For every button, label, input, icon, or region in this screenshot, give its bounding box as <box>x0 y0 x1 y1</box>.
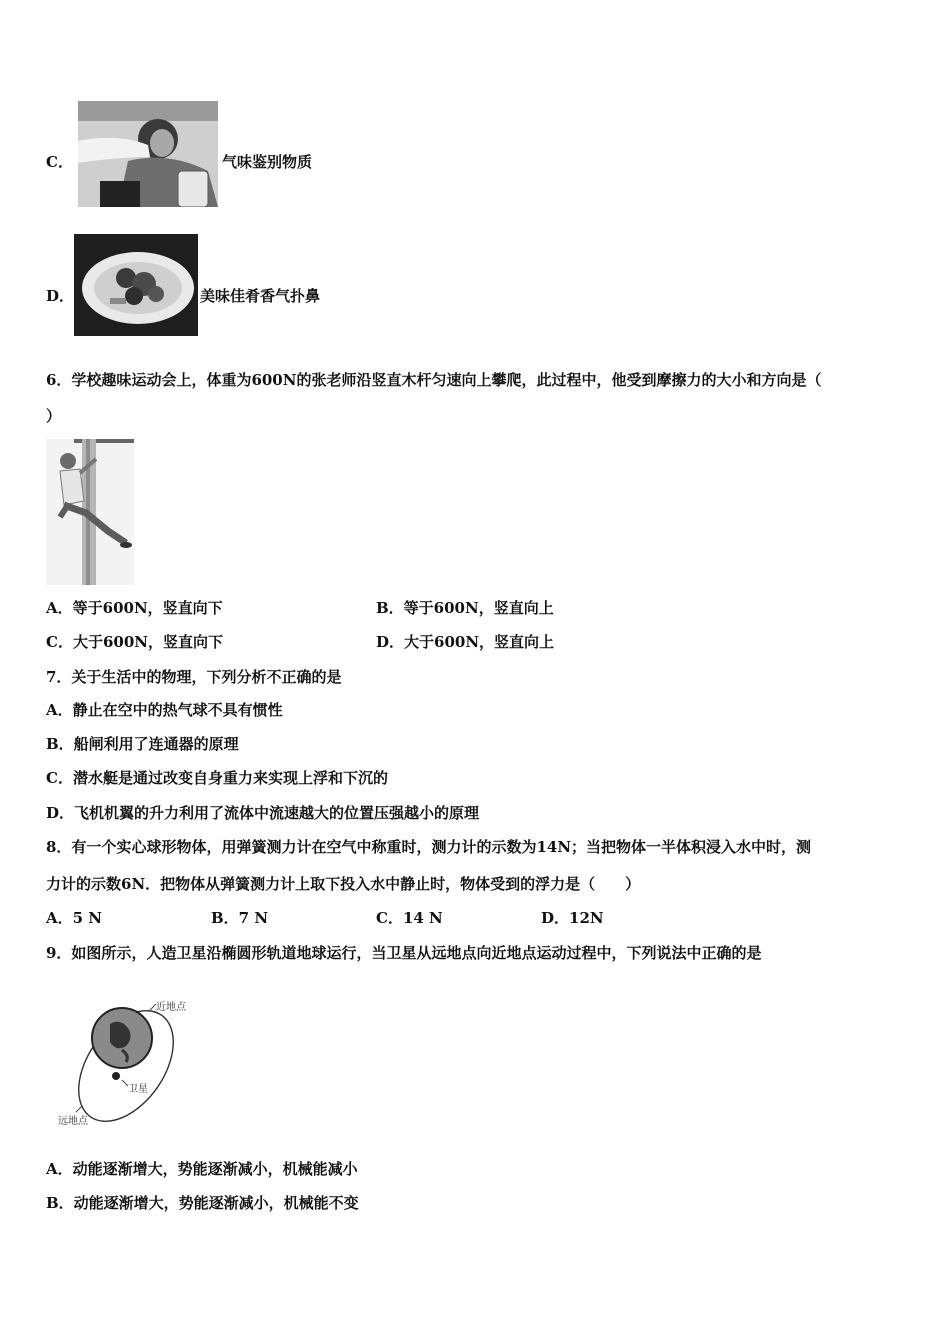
q6-option-d: D．大于600N，竖直向上 <box>376 633 555 651</box>
q9-option-a: A．动能逐渐增大，势能逐渐减小，机械能减小 <box>46 1160 358 1178</box>
label-satellite: 卫星 <box>128 1084 148 1095</box>
label-top: 近地点 <box>156 1002 186 1013</box>
q5-option-c-letter: C． <box>46 153 73 171</box>
q9-stem: 9．如图所示，人造卫星沿椭圆形轨道地球运行，当卫星从远地点向近地点运动过程中，下列说法中正确的是 <box>46 944 762 962</box>
q7-option-b: B．船闸利用了连通器的原理 <box>46 735 239 753</box>
q6-stem-line1: 6．学校趣味运动会上，体重为600N的张老师沿竖直木杆匀速向上攀爬，此过程中，他受到摩擦力的大小和方向是（ <box>46 371 822 389</box>
q6-option-c: C．大于600N，竖直向下 <box>46 633 223 651</box>
q5-option-d-text: 美味佳肴香气扑鼻 <box>200 287 321 305</box>
q6-option-b: B．等于600N，竖直向上 <box>376 599 554 617</box>
q5-option-d-photo <box>74 234 198 336</box>
satellite-icon <box>112 1072 120 1080</box>
q5-option-c-text: 气味鉴别物质 <box>222 153 313 171</box>
q5-option-c-photo <box>78 101 218 207</box>
q8-option-a: A．5 N <box>46 909 103 927</box>
q8-stem-line1: 8．有一个实心球形物体，用弹簧测力计在空气中称重时，测力计的示数为14N；当把物体一半体积浸入水中时，测 <box>46 838 812 856</box>
q6-option-a: A．等于600N，竖直向下 <box>46 599 223 617</box>
q5-option-d-letter: D． <box>46 287 75 305</box>
q9-option-b: B．动能逐渐增大，势能逐渐减小，机械能不变 <box>46 1194 359 1212</box>
q7-option-c: C．潜水艇是通过改变自身重力来实现上浮和下沉的 <box>46 769 388 787</box>
q7-stem: 7．关于生活中的物理，下列分析不正确的是 <box>46 668 342 686</box>
orbit-svg <box>56 994 206 1130</box>
q8-option-c: C．14 N <box>376 909 443 927</box>
q6-climbing-photo <box>46 439 134 585</box>
q7-option-d: D．飞机机翼的升力利用了流体中流速越大的位置压强越小的原理 <box>46 804 480 822</box>
q9-orbit-diagram <box>56 994 206 1130</box>
q8-option-b: B．7 N <box>211 909 269 927</box>
q6-stem-line2: ） <box>46 407 62 425</box>
q7-option-a: A．静止在空中的热气球不具有惯性 <box>46 701 283 719</box>
q8-stem-line2: 力计的示数6N．把物体从弹簧测力计上取下投入水中静止时，物体受到的浮力是（ ） <box>46 875 641 893</box>
q8-option-d: D．12N <box>541 909 604 927</box>
label-bottom: 远地点 <box>58 1116 88 1127</box>
